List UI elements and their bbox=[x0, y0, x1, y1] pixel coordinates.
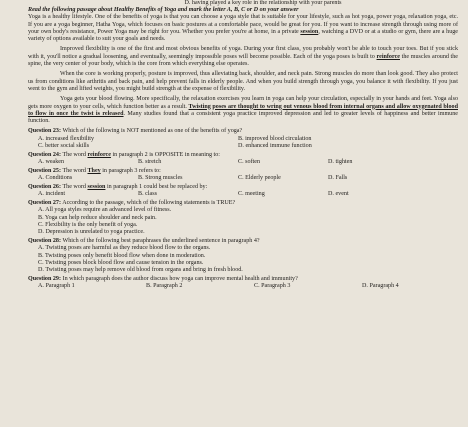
underlined-reinforce: reinforce bbox=[376, 53, 400, 60]
question-25: Question 25: The word They in paragraph 3 refers to: A. Conditions B. Strong muscles C. Elderly people D. Falls bbox=[28, 167, 348, 182]
q29-option-d[interactable]: D. Paragraph 4 bbox=[362, 283, 399, 290]
underlined-twisting-sentence: Twisting poses are thought to wring out venous blood from internal organs and allow oxygenated blood to flow in once the twist is released bbox=[28, 103, 458, 117]
q25-option-c[interactable]: C. Elderly people bbox=[238, 175, 281, 182]
q26-option-b[interactable]: B. class bbox=[138, 191, 157, 198]
q23-option-d[interactable]: D. enhanced immune function bbox=[238, 143, 312, 150]
question-29: Question 29: In which paragraph does the author discuss how yoga can improve mental health and immunity? A. Paragraph 1 B. Paragraph 2 C. Paragraph 3 D. Paragraph 4 bbox=[28, 276, 399, 290]
q23-option-c[interactable]: C. better social skills bbox=[38, 143, 90, 150]
passage-instruction: Read the following passage about Healthy Benefits of Yoga and mark the letter A, B, C or D on your answer bbox=[28, 7, 299, 13]
q24-option-c[interactable]: C. soften bbox=[238, 159, 261, 166]
underlined-session: session bbox=[300, 28, 319, 35]
question-26: Question 26: The word session in paragraph 1 could best be replaced by: A. incident B. class C. meeting D. event bbox=[28, 184, 349, 198]
paragraph-3: When the core is working properly, posture is improved, thus alleviating back, shoulder, and neck pain. Strong muscles do more than look good. They also protect us from conditions like arthritis and back pain, and help prevent falls in elderly people. And when you build strength through yoga, you balance it with flexibility. If you just went to the gym and lifted weights, you might build strength at the expense of flexibility. bbox=[28, 71, 458, 92]
q27-option-a[interactable]: A. All yoga styles require an advanced level of fitness. bbox=[38, 207, 172, 214]
q28-option-c[interactable]: C. Twisting poses block blood flow and cause tension in the organs. bbox=[38, 260, 204, 266]
previous-question-option: D. having played a key role in the relationship with your parents bbox=[184, 0, 342, 6]
q25-option-d[interactable]: D. Falls bbox=[328, 175, 348, 182]
q23-option-b[interactable]: B. improved blood circulation bbox=[238, 135, 312, 142]
q27-option-b[interactable]: B. Yoga can help reduce shoulder and neck pain. bbox=[38, 214, 157, 221]
q26-option-c[interactable]: C. meeting bbox=[238, 191, 265, 198]
question-24: Question 24: The word reinforce in paragraph 2 is OPPOSITE in meaning to: A. weaken B. stretch C. soften D. tighten bbox=[28, 151, 353, 166]
q28-option-d[interactable]: D. Twisting poses may help remove old blood from organs and bring in fresh blood. bbox=[38, 267, 243, 274]
paragraph-1: Yoga is a healthy lifestyle. One of the benefits of yoga is that you can choose a yoga style that is suitable for your lifestyle, such as hot yoga, power yoga, relaxation yoga, etc. If you are a yoga beginner, Hatha Yoga, which focuses on basic postures at a comfortable pace, would be great for you. If you want to increase strength through using more of your own body's resistance, Power Yoga may be right for you. Whether you prefer you're at home, in a private session, watching a DVD or at a studio or gym, there are a huge variety of options available to suit your goals and needs. bbox=[28, 14, 458, 43]
q27-option-c[interactable]: C. Flexibility is the only benefit of yoga. bbox=[38, 222, 138, 229]
q26-option-d[interactable]: D. event bbox=[328, 191, 349, 198]
q27-option-d[interactable]: D. Depression is unrelated to yoga practice. bbox=[38, 229, 145, 236]
q28-option-a[interactable]: A. Twisting poses are harmful as they reduce blood flow to the organs. bbox=[38, 245, 211, 252]
q24-option-a[interactable]: A. weaken bbox=[38, 159, 65, 166]
question-23: Question 23: Which of the following is NOT mentioned as one of the benefits of yoga? A. increased flexibility B. improved blood circulation C. better social skills D. enhanced immune function bbox=[28, 128, 312, 150]
q24-option-b[interactable]: B. stretch bbox=[138, 159, 162, 166]
q23-option-a[interactable]: A. increased flexibility bbox=[38, 135, 95, 142]
q29-option-b[interactable]: B. Paragraph 2 bbox=[146, 283, 183, 290]
question-28: Question 28: Which of the following best paraphrases the underlined sentence in paragraph 4? A. Twisting poses are harmful as they reduce blood flow to the organs. B. Twisting poses only benefit blood flow when done in moderation. C. Twisting poses block blood flow and cause tension in the organs. D. Twisting poses may help remove old blood from organs and bring in fresh blood. bbox=[28, 238, 458, 274]
q29-option-a[interactable]: A. Paragraph 1 bbox=[38, 283, 75, 290]
q28-option-b[interactable]: B. Twisting poses only benefit blood flow when done in moderation. bbox=[38, 252, 206, 259]
q25-option-b[interactable]: B. Strong muscles bbox=[138, 175, 183, 182]
paragraph-2: Improved flexibility is one of the first and most obvious benefits of yoga. During your first class, you probably won't be able to touch your toes. But if you stick with it, you'll notice a gradual loosening, and eventually, seemingly impossible poses will become possible. Each of the yoga poses is built to reinforce the muscles around the spine, the very center of your body, which is the core from which everything else operates. bbox=[28, 46, 458, 68]
paragraph-4: Yoga gets your blood flowing. More specifically, the relaxation exercises you learn in yoga can help your circulation, especially in your hands and feet. Yoga also gets more oxygen to your cells, which function better as a result. Twisting poses are thought to wring out venous blood from internal organs and allow oxygenated blood to flow in once the twist is released. Many studies found that a consistent yoga practice improved depression and led to greater levels of happiness and better immune function. bbox=[28, 96, 458, 125]
q24-option-d[interactable]: D. tighten bbox=[328, 159, 353, 166]
question-27: Question 27: According to the passage, which of the following statements is TRUE? A. All yoga styles require an advanced level of fitness. B. Yoga can help reduce shoulder and neck pain. C. Flexibility is the only benefit of yoga. D. Depression is unrelated to yoga practice. bbox=[28, 200, 458, 236]
q29-option-c[interactable]: C. Paragraph 3 bbox=[254, 283, 291, 290]
q25-option-a[interactable]: A. Conditions bbox=[38, 175, 73, 182]
q26-option-a[interactable]: A. incident bbox=[38, 191, 66, 198]
